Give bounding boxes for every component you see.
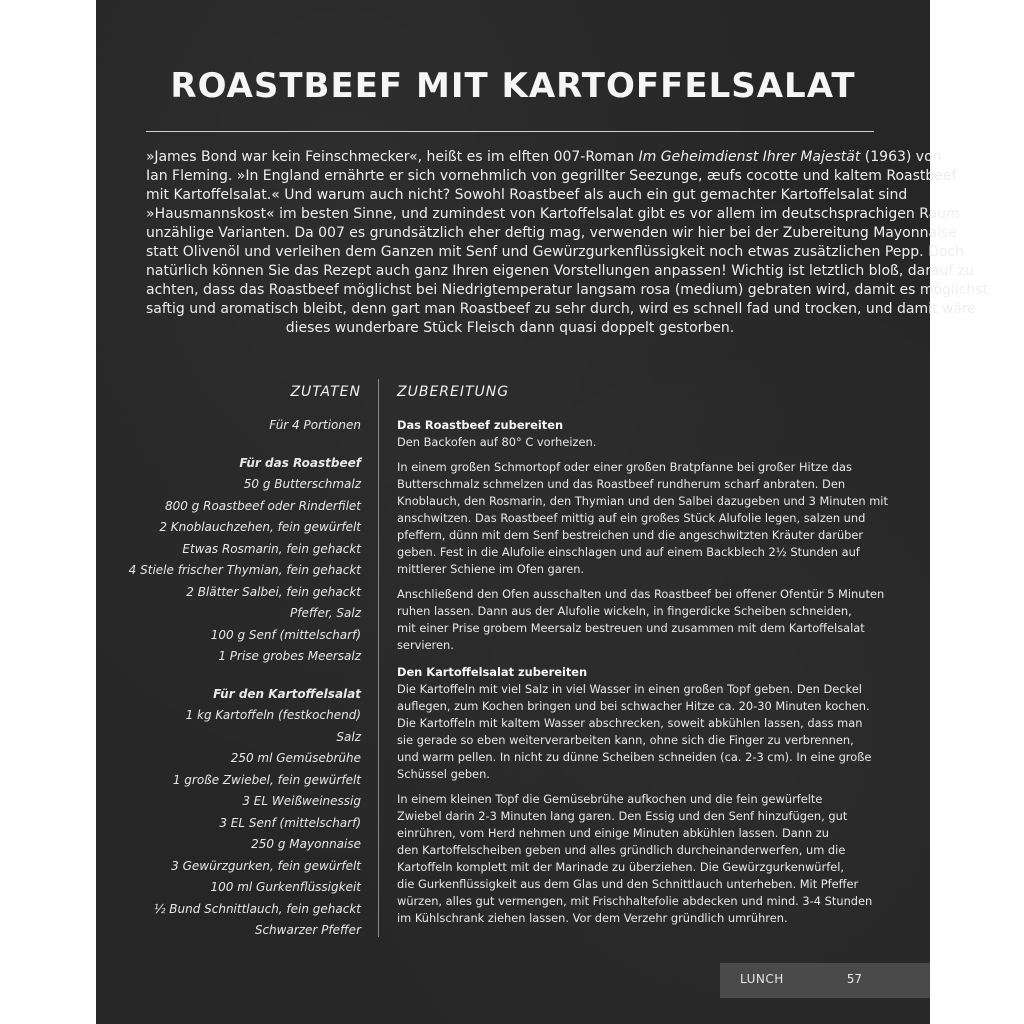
intro-text	[146, 148, 989, 338]
footer-tab	[720, 963, 930, 998]
intro-line: Ian Fleming. »In England ernährte er sich vornehmlich von gegrillter Seezunge, æufs cocotte und kaltem Roastbeef	[146, 168, 957, 184]
roastbeef-ingredients-title: Für das Roastbeef	[239, 455, 361, 470]
prep-paragraph	[397, 459, 888, 578]
intro-line: achten, dass das Roastbeef möglichst bei Niedrigtemperatur langsam rosa (medium) gebraten wird, damit es möglichst	[146, 282, 989, 298]
page-title: ROASTBEEF MIT KARTOFFELSALAT	[170, 66, 856, 106]
intro-line: »James Bond war kein Feinschmecker«, heißt es im elften 007-Roman Im Geheimdienst Ihrer Majestät (1963) von	[146, 149, 942, 165]
ingredient-item: 800 g Roastbeef oder Rinderfilet	[164, 498, 361, 513]
ingredient-item: 100 ml Gurkenflüssigkeit	[210, 880, 361, 894]
ingredient-item: 1 kg Kartoffeln (festkochend)	[185, 708, 361, 722]
preparation-text	[397, 417, 888, 927]
intro-line: »Hausmannskost« im besten Sinne, und zumindest von Kartoffelsalat gibt es vor allem im deutschsprachigen Raum	[146, 206, 960, 222]
prep-line: Butterschmalz schmelzen und das Roastbeef rundherum scharf anbraten. Den	[397, 477, 846, 491]
portions-label: Für 4 Portionen	[269, 418, 361, 432]
prep-line: Knoblauch, den Rosmarin, den Thymian und den Salbei dazugeben und 3 Minuten mit	[397, 494, 888, 508]
prep-line: auflegen, zum Kochen bringen und bei schwacher Hitze ca. 20-30 Minuten kochen.	[397, 699, 870, 713]
prep-line: Die Kartoffeln mit kaltem Wasser abschrecken, soweit abkühlen lassen, dass man	[397, 716, 863, 730]
prep-line: pfeffern, dünn mit dem Senf bestreichen und die angeschwitzten Kräuter darüber	[397, 528, 864, 542]
salad-prep-title: Den Kartoffelsalat zubereiten	[397, 665, 588, 679]
ingredient-item: 4 Stiele frischer Thymian, fein gehackt	[128, 563, 361, 577]
prep-line: mittlerer Schiene im Ofen garen.	[397, 562, 585, 576]
prep-line: im Kühlschrank ziehen lassen. Vor dem Verzehr gründlich umrühren.	[397, 911, 788, 925]
prep-line: In einem kleinen Topf die Gemüsebrühe aufkochen und die fein gewürfelte	[397, 792, 823, 806]
section-label: LUNCH	[740, 972, 784, 986]
prep-line: Zwiebel darin 2-3 Minuten lang garen. Den Essig und den Senf hinzufügen, gut	[397, 809, 848, 823]
prep-line: den Kartoffelscheiben geben und alles gründlich durcheinanderwerfen, um die	[397, 843, 846, 857]
ingredient-item: ½ Bund Schnittlauch, fein gehackt	[153, 901, 361, 916]
ingredient-item: Etwas Rosmarin, fein gehackt	[182, 541, 361, 556]
book-title: Im Geheimdienst Ihrer Majestät	[638, 149, 861, 165]
prep-line: die Gurkenflüssigkeit aus dem Glas und den Schnittlauch unterheben. Mit Pfeffer	[397, 877, 859, 891]
ingredient-item: Schwarzer Pfeffer	[254, 923, 361, 937]
roastbeef-ingredients	[101, 474, 361, 668]
ingredient-item: 1 Prise grobes Meersalz	[218, 649, 361, 663]
roastbeef-prep-title: Das Roastbeef zubereiten	[397, 418, 564, 432]
title-divider	[146, 131, 874, 132]
intro-line: natürlich können Sie das Rezept auch ganz Ihren eigenen Vorstellungen anpassen! Wichtig ist letztlich bloß, darauf zu	[146, 263, 974, 279]
ingredient-item: 2 Knoblauchzehen, fein gewürfelt	[159, 520, 361, 534]
column-divider	[378, 379, 379, 937]
prep-line: In einem großen Schmortopf oder einer großen Bratpfanne bei großer Hitze das	[397, 460, 852, 474]
ingredient-item: 100 g Senf (mittelscharf)	[210, 627, 361, 642]
ingredient-item: 1 große Zwiebel, fein gewürfelt	[172, 772, 361, 787]
salad-ingredients	[101, 705, 361, 942]
intro-line: statt Olivenöl und verleihen dem Ganzen mit Senf und Gewürzgurkenflüssigkeit noch etwas zusätzlichen Pepp. Doch	[146, 244, 964, 260]
prep-paragraph	[397, 681, 872, 783]
prep-line: und warm pellen. In nicht zu dünne Scheiben schneiden (ca. 2-3 cm). In eine große	[397, 750, 872, 764]
ingredients-header: ZUTATEN	[290, 384, 361, 400]
ingredient-item: 2 Blätter Salbei, fein gehackt	[186, 584, 361, 599]
page-number: 57	[846, 972, 862, 986]
prep-paragraph	[397, 791, 873, 927]
ingredient-item: 3 EL Senf (mittelscharf)	[219, 815, 361, 830]
prep-line: Schüssel geben.	[397, 767, 490, 781]
prep-paragraph	[397, 434, 867, 451]
prep-line: geben. Fest in die Alufolie einschlagen und auf einem Backblech 2½ Stunden auf	[397, 545, 860, 559]
intro-line: unzählige Varianten. Da 007 es grundsätzlich eher deftig mag, verwenden wir hier bei der Zubereitung Mayonnaise	[146, 225, 957, 241]
prep-line: anschwitzen. Das Roastbeef mittig auf ein großes Stück Alufolie legen, salzen und	[397, 511, 866, 525]
prep-line: mit einer Prise grobem Meersalz bestreuen und zusammen mit dem Kartoffelsalat	[397, 621, 865, 635]
prep-line: einrühren, vom Herd nehmen und einige Minuten abkühlen lassen. Dann zu	[397, 826, 829, 840]
prep-line: würzen, alles gut vermengen, mit Frischhaltefolie abdecken und mind. 3-4 Stunden	[397, 894, 873, 908]
prep-line: servieren.	[397, 638, 454, 652]
ingredient-item: 3 EL Weißweinessig	[242, 794, 361, 808]
ingredient-item: 3 Gewürzgurken, fein gewürfelt	[171, 858, 361, 873]
ingredient-item: Salz	[336, 729, 361, 744]
intro-line: saftig und aromatisch bleibt, denn gart man Roastbeef zu sehr durch, wird es schnell fad und trocken, und damit wäre	[146, 301, 977, 317]
prep-line: Anschließend den Ofen ausschalten und das Roastbeef bei offener Ofentür 5 Minuten	[397, 587, 885, 601]
ingredient-item: 250 g Mayonnaise	[251, 837, 361, 851]
intro-line: dieses wunderbare Stück Fleisch dann quasi doppelt gestorben.	[285, 320, 735, 336]
prep-paragraph	[397, 586, 885, 654]
recipe-page	[96, 0, 989, 1024]
prep-line: Die Kartoffeln mit viel Salz in viel Wasser in einen großen Topf geben. Den Deckel	[397, 682, 862, 696]
preparation-header: ZUBEREITUNG	[397, 384, 510, 400]
salad-ingredients-title: Für den Kartoffelsalat	[213, 686, 361, 701]
prep-line: Den Backofen auf 80° C vorheizen.	[397, 435, 597, 449]
prep-line: sie gerade so eben weiterverarbeiten kann, ohne sich die Finger zu verbrennen,	[397, 733, 854, 747]
prep-line: ruhen lassen. Dann aus der Alufolie wickeln, in fingerdicke Scheiben schneiden,	[397, 604, 852, 618]
ingredient-item: Pfeffer, Salz	[290, 606, 361, 620]
ingredient-item: 250 ml Gemüsebrühe	[230, 751, 361, 765]
intro-line: mit Kartoffelsalat.« Und warum auch nicht? Sowohl Roastbeef als auch ein gut gemachter Kartoffelsalat sind	[146, 187, 908, 203]
ingredient-item: 50 g Butterschmalz	[243, 477, 361, 491]
ingredients-list	[101, 415, 361, 942]
prep-line: Kartoffeln komplett mit der Marinade zu überziehen. Die Gewürzgurkenwürfel,	[397, 860, 845, 874]
